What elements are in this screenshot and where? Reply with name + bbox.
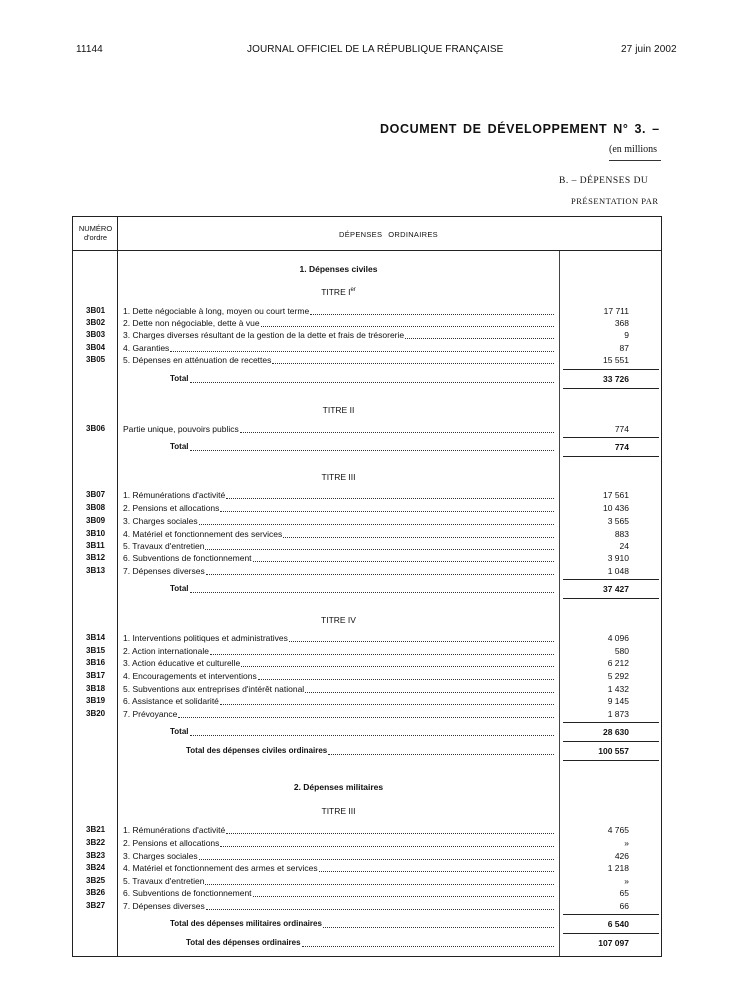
column-header-word: ORDINAIRES bbox=[388, 230, 438, 239]
titre-label: TITRE I bbox=[321, 287, 351, 297]
row-code: 3B15 bbox=[86, 646, 106, 655]
total-label: Total bbox=[170, 442, 189, 451]
row-code: 3B08 bbox=[86, 503, 106, 512]
row-value: 1 432 bbox=[607, 684, 629, 694]
row-label: 5. Travaux d'entretien bbox=[123, 876, 205, 886]
row-value: 5 292 bbox=[607, 671, 629, 681]
row-value: 1 873 bbox=[607, 709, 629, 719]
total-value: 100 557 bbox=[598, 746, 629, 756]
row-code: 3B22 bbox=[86, 838, 106, 847]
unit-rule bbox=[609, 160, 661, 161]
row-label: 6. Assistance et solidarité bbox=[123, 696, 219, 706]
title-word: N° bbox=[613, 122, 629, 136]
column-divider bbox=[117, 217, 118, 957]
row-label: 4. Matériel et fonctionnement des armes et services bbox=[123, 863, 318, 873]
titre-heading: TITRE IV bbox=[321, 615, 356, 625]
row-label: 6. Subventions de fonctionnement bbox=[123, 553, 252, 563]
row-code: 3B09 bbox=[86, 516, 106, 525]
titre-heading: TITRE III bbox=[321, 472, 356, 482]
row-value: 17 561 bbox=[603, 490, 629, 500]
sum-rule bbox=[563, 933, 659, 934]
total-label: Total bbox=[170, 374, 189, 383]
total-label: Total bbox=[170, 727, 189, 736]
column-header-line: NUMÉRO bbox=[78, 224, 113, 233]
sum-rule bbox=[563, 456, 659, 457]
row-label: 4. Garanties bbox=[123, 343, 170, 353]
row-label: 2. Dette non négociable, dette à vue bbox=[123, 318, 260, 328]
sum-rule bbox=[563, 741, 659, 742]
row-code: 3B13 bbox=[86, 566, 106, 575]
row-value: 9 bbox=[624, 330, 629, 340]
row-label: 3. Charges sociales bbox=[123, 851, 198, 861]
row-value: 4 765 bbox=[607, 825, 629, 835]
row-code: 3B23 bbox=[86, 851, 106, 860]
row-label: 1. Rémunérations d'activité bbox=[123, 825, 226, 835]
sum-rule bbox=[563, 437, 659, 438]
column-header-depenses bbox=[339, 230, 438, 239]
row-code: 3B02 bbox=[86, 318, 106, 327]
row-label: 5. Subventions aux entreprises d'intérêt national bbox=[123, 684, 305, 694]
row-label: 5. Travaux d'entretien bbox=[123, 541, 205, 551]
row-label: 3. Charges diverses résultant de la gestion de la dette et frais de trésorerie bbox=[123, 330, 405, 340]
journal-title: JOURNAL OFFICIEL DE LA RÉPUBLIQUE FRANÇAISE bbox=[247, 44, 504, 55]
total-value: 774 bbox=[614, 442, 629, 452]
row-label: 1. Rémunérations d'activité bbox=[123, 490, 226, 500]
row-label: 2. Pensions et allocations bbox=[123, 838, 220, 848]
row-value: 4 096 bbox=[607, 633, 629, 643]
document-title bbox=[380, 122, 666, 136]
row-label: 4. Encouragements et interventions bbox=[123, 671, 257, 681]
row-value: 10 436 bbox=[603, 503, 629, 513]
total-label: Total des dépenses militaires ordinaires bbox=[170, 919, 322, 928]
row-code: 3B05 bbox=[86, 355, 106, 364]
title-word: – bbox=[652, 122, 660, 136]
total-label: Total des dépenses civiles ordinaires bbox=[186, 746, 328, 755]
row-value: 9 145 bbox=[607, 696, 629, 706]
sum-rule bbox=[563, 579, 659, 580]
row-code: 3B17 bbox=[86, 671, 106, 680]
title-word: DE bbox=[463, 122, 482, 136]
row-value: » bbox=[624, 876, 629, 886]
row-code: 3B11 bbox=[86, 541, 105, 550]
row-code: 3B24 bbox=[86, 863, 106, 872]
title-word: DÉVELOPPEMENT bbox=[487, 122, 608, 136]
title-word: 3. bbox=[634, 122, 647, 136]
title-word: DOCUMENT bbox=[380, 122, 458, 136]
row-label: 2. Pensions et allocations bbox=[123, 503, 220, 513]
row-value: 65 bbox=[619, 888, 629, 898]
total-label: Total bbox=[170, 584, 189, 593]
publication-date: 27 juin 2002 bbox=[621, 44, 677, 55]
row-label: 1. Interventions politiques et administratives bbox=[123, 633, 288, 643]
row-code: 3B26 bbox=[86, 888, 106, 897]
row-label: 7. Dépenses diverses bbox=[123, 901, 205, 911]
row-label: 6. Subventions de fonctionnement bbox=[123, 888, 252, 898]
titre-heading: TITRE III bbox=[321, 806, 356, 816]
row-code: 3B01 bbox=[86, 306, 106, 315]
row-code: 3B16 bbox=[86, 658, 106, 667]
row-value: 3 910 bbox=[607, 553, 629, 563]
column-header-line: d'ordre bbox=[83, 233, 108, 242]
row-value: 1 048 bbox=[607, 566, 629, 576]
total-value: 28 630 bbox=[603, 727, 629, 737]
column-header-word: DÉPENSES bbox=[339, 230, 383, 239]
sum-rule bbox=[563, 760, 659, 761]
row-value: 580 bbox=[614, 646, 629, 656]
presentation-label: PRÉSENTATION PAR bbox=[571, 196, 659, 206]
row-code: 3B04 bbox=[86, 343, 106, 352]
row-label: 7. Prévoyance bbox=[123, 709, 178, 719]
row-code: 3B10 bbox=[86, 529, 106, 538]
total-value: 6 540 bbox=[607, 919, 629, 929]
titre-heading bbox=[118, 287, 559, 297]
row-label: Partie unique, pouvoirs publics bbox=[123, 424, 239, 434]
header-rule bbox=[72, 250, 662, 251]
row-label: 1. Dette négociable à long, moyen ou court terme bbox=[123, 306, 310, 316]
row-code: 3B25 bbox=[86, 876, 106, 885]
total-label: Total des dépenses ordinaires bbox=[186, 938, 301, 947]
row-value: 774 bbox=[614, 424, 629, 434]
unit-note: (en millions bbox=[609, 144, 658, 155]
row-value: 3 565 bbox=[607, 516, 629, 526]
row-label: 4. Matériel et fonctionnement des services bbox=[123, 529, 283, 539]
row-label: 5. Dépenses en atténuation de recettes bbox=[123, 355, 272, 365]
column-header-numero bbox=[74, 224, 117, 242]
row-code: 3B18 bbox=[86, 684, 106, 693]
sum-rule bbox=[563, 722, 659, 723]
row-value: 15 551 bbox=[603, 355, 629, 365]
row-label: 7. Dépenses diverses bbox=[123, 566, 205, 576]
row-value: 883 bbox=[614, 529, 629, 539]
row-code: 3B12 bbox=[86, 553, 106, 562]
row-code: 3B20 bbox=[86, 709, 106, 718]
row-value: 6 212 bbox=[607, 658, 629, 668]
total-value: 33 726 bbox=[603, 374, 629, 384]
row-value: 368 bbox=[614, 318, 629, 328]
titre-superscript: er bbox=[350, 287, 356, 294]
sum-rule bbox=[563, 388, 659, 389]
row-value: 426 bbox=[614, 851, 629, 861]
row-code: 3B06 bbox=[86, 424, 106, 433]
row-value: » bbox=[624, 838, 629, 848]
sum-rule bbox=[563, 598, 659, 599]
row-code: 3B19 bbox=[86, 696, 106, 705]
civil-heading: 1. Dépenses civiles bbox=[299, 264, 378, 274]
row-code: 3B03 bbox=[86, 330, 106, 339]
row-code: 3B21 bbox=[86, 825, 106, 834]
row-code: 3B14 bbox=[86, 633, 106, 642]
sum-rule bbox=[563, 914, 659, 915]
row-value: 24 bbox=[619, 541, 629, 551]
page-number: 11144 bbox=[76, 44, 103, 55]
row-code: 3B27 bbox=[86, 901, 106, 910]
military-heading: 2. Dépenses militaires bbox=[293, 782, 384, 792]
row-label: 3. Action éducative et culturelle bbox=[123, 658, 241, 668]
row-value: 87 bbox=[619, 343, 629, 353]
total-value: 107 097 bbox=[598, 938, 629, 948]
total-value: 37 427 bbox=[603, 584, 629, 594]
row-code: 3B07 bbox=[86, 490, 106, 499]
titre-heading: TITRE II bbox=[322, 405, 355, 415]
section-label: B. – DÉPENSES DU bbox=[559, 176, 649, 186]
row-value: 1 218 bbox=[607, 863, 629, 873]
row-value: 66 bbox=[619, 901, 629, 911]
sum-rule bbox=[563, 369, 659, 370]
row-label: 3. Charges sociales bbox=[123, 516, 198, 526]
row-label: 2. Action internationale bbox=[123, 646, 210, 656]
row-value: 17 711 bbox=[603, 306, 629, 316]
